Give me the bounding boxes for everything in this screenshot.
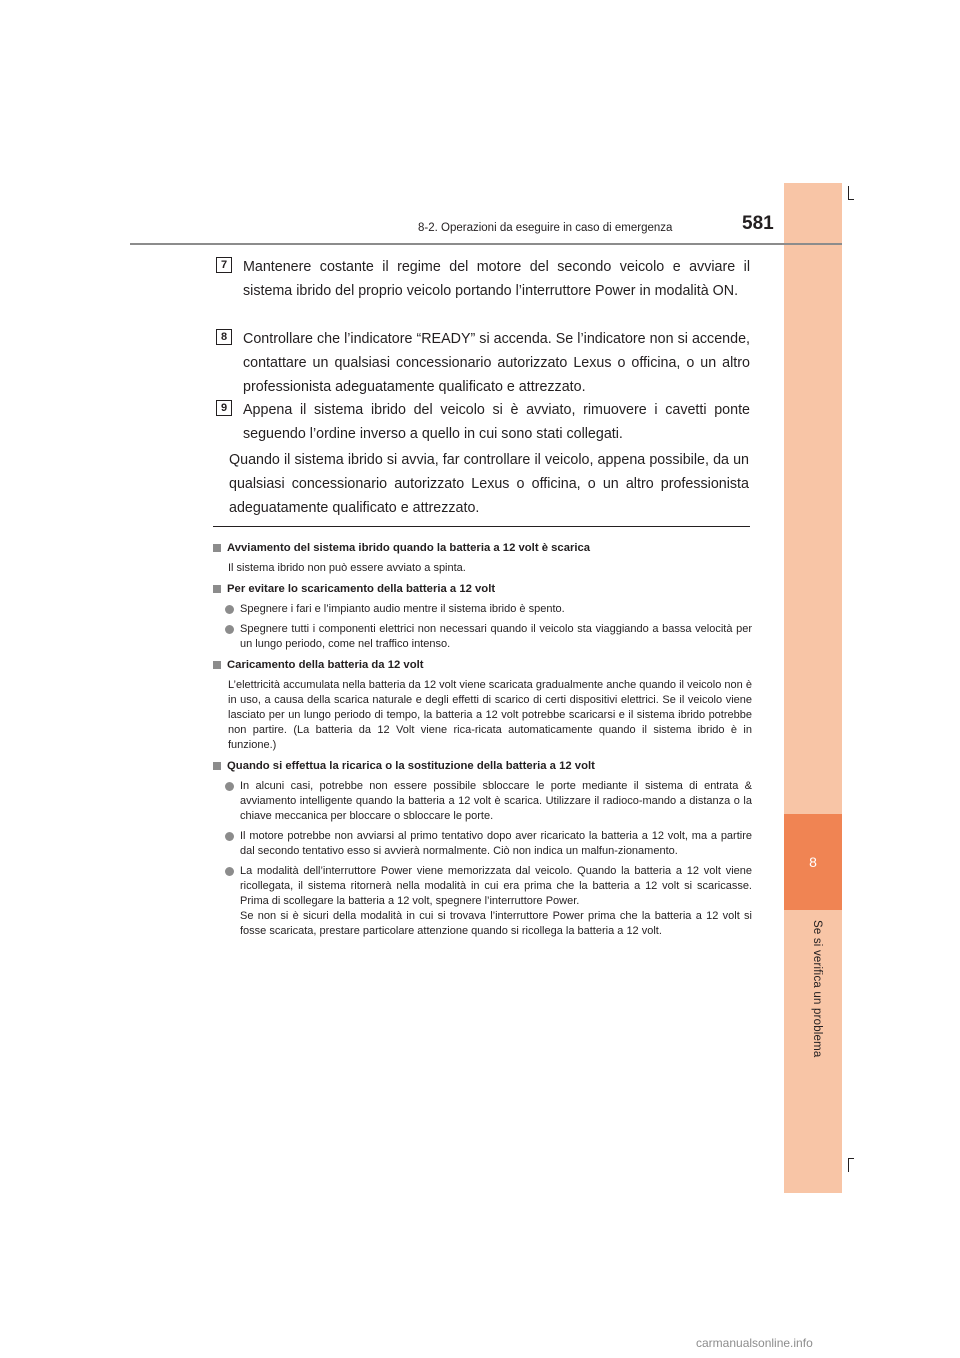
notes-section bbox=[212, 537, 752, 944]
step-8 bbox=[216, 327, 750, 399]
section-title: 8-2. Operazioni da eseguire in caso di emergenza bbox=[418, 222, 673, 234]
note-bullet: Spegnere tutti i componenti elettrici non necessari quando il veicolo sta viaggiando a bassa velocità per un lungo periodo, come nel traffico intenso. bbox=[225, 622, 752, 652]
step-text: Appena il sistema ibrido del veicolo si è avviato, rimuovere i cavetti ponte seguendo l’ordine inverso a quello in cui sono stati collegati. bbox=[243, 402, 750, 442]
note-heading: Quando si effettua la ricarica o la sostituzione della batteria a 12 volt bbox=[212, 758, 752, 774]
closing-paragraph: Quando il sistema ibrido si avvia, far controllare il veicolo, appena possibile, da un qualsiasi concessionario autorizzato Lexus o officina, o un altro professionista adeguatamente qualificato e attrezzato. bbox=[229, 452, 749, 516]
page-number: 581 bbox=[742, 213, 774, 234]
crop-mark-bottom bbox=[848, 1158, 849, 1172]
chapter-label: Se si verifica un problema bbox=[811, 920, 823, 1058]
note-bullet: Spegnere i fari e l’impianto audio mentre il sistema ibrido è spento. bbox=[225, 602, 752, 617]
circle-bullet-icon bbox=[225, 867, 234, 876]
step-number-badge: 7 bbox=[216, 257, 232, 273]
step-number-badge: 9 bbox=[216, 400, 232, 416]
square-bullet-icon bbox=[213, 661, 221, 669]
crop-mark-top-foot bbox=[848, 199, 854, 200]
note-heading: Avviamento del sistema ibrido quando la batteria a 12 volt è scarica bbox=[212, 540, 752, 556]
step-number-badge: 8 bbox=[216, 329, 232, 345]
step-7 bbox=[216, 255, 750, 303]
note-bullet: La modalità dell’interruttore Power viene memorizzata dal veicolo. Quando la batteria a 12 volt viene ricollegata, il sistema ritornerà nella modalità in cui era prima che la batteria a 12 volt si scaricasse. Prima di scollegare la batteria a 12 volt, spegnere l’interruttore Power. Se non si è sicuri della modalità in cui si trovava l’interruttore Power prima che la batteria a 12 volt si fosse scaricata, prestare particolare attenzione quando si ricollega la batteria a 12 volt. bbox=[225, 864, 752, 939]
step-9 bbox=[216, 398, 750, 446]
note-heading: Caricamento della batteria da 12 volt bbox=[212, 657, 752, 673]
note-body: Il sistema ibrido non può essere avviato a spinta. bbox=[228, 562, 466, 574]
crop-mark-bottom-foot bbox=[848, 1158, 854, 1159]
square-bullet-icon bbox=[213, 585, 221, 593]
step-text: Mantenere costante il regime del motore del secondo veicolo e avviare il sistema ibrido del proprio veicolo portando l’interruttore Power in modalità ON. bbox=[243, 259, 750, 299]
circle-bullet-icon bbox=[225, 782, 234, 791]
step-text: Controllare che l’indicatore “READY” si accenda. Se l’indicatore non si accende, contattare un qualsiasi concessionario autorizzato Lexus o officina, o un altro professionista adeguatamente qualificato e attrezzato. bbox=[243, 331, 750, 395]
chapter-number-box bbox=[784, 814, 842, 910]
chapter-number: 8 bbox=[809, 854, 817, 870]
circle-bullet-icon bbox=[225, 605, 234, 614]
crop-mark-top bbox=[848, 186, 849, 200]
note-bullet: In alcuni casi, potrebbe non essere possibile sbloccare le porte mediante il sistema di entrata & avviamento intelligente quando la batteria a 12 volt è scarica. Utilizzare il radioco-mando a distanza o la chiave meccanica per bloccare o sbloccare le porte. bbox=[225, 779, 752, 824]
note-heading: Per evitare lo scaricamento della batteria a 12 volt bbox=[212, 581, 752, 597]
circle-bullet-icon bbox=[225, 832, 234, 841]
square-bullet-icon bbox=[213, 544, 221, 552]
header-rule bbox=[130, 243, 842, 245]
square-bullet-icon bbox=[213, 762, 221, 770]
notes-divider bbox=[213, 526, 750, 527]
watermark: carmanualsonline.info bbox=[696, 1336, 813, 1350]
note-body: L’elettricità accumulata nella batteria da 12 volt viene scaricata gradualmente anche quando il veicolo non è in uso, a causa della scarica naturale e degli effetti di scarico di certi dispositivi elettrici. Se il veicolo viene lasciato per un lungo periodo di tempo, la batteria a 12 volt potrebbe scaricarsi e il sistema ibrido potrebbe non partire. (La batteria da 12 Volt viene rica-ricata automaticamente quando il sistema ibrido è in funzione.) bbox=[228, 679, 752, 751]
note-bullet: Il motore potrebbe non avviarsi al primo tentativo dopo aver ricaricato la batteria a 12 volt, ma a partire dal secondo tentativo esso si avvierà normalmente. Ciò non indica un malfun-zionamento. bbox=[225, 829, 752, 859]
circle-bullet-icon bbox=[225, 625, 234, 634]
